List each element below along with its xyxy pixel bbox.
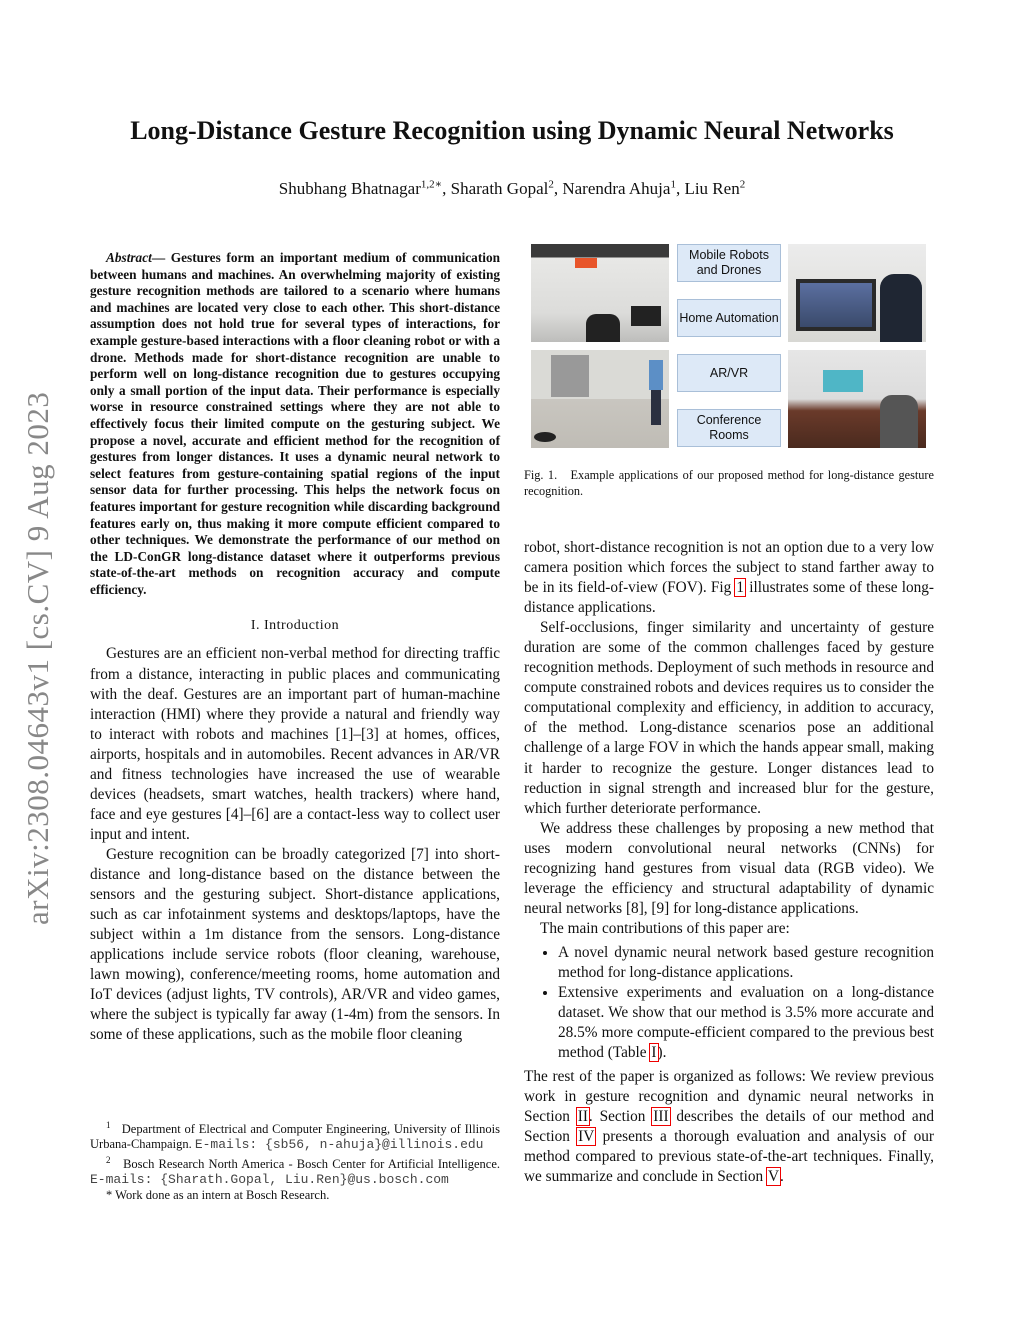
- paragraph: robot, short-distance recognition is not an option due to a very low camera position which forces the subject to stand farther away to be in its field-of-view (FOV). Fig 1 illustrates some of these long-distance applications.: [524, 539, 935, 617]
- abstract: Abstract— Gestures form an important medium of communication between humans and machines. An overwhelming majority of existing gesture recognition methods are tailored to a scenario where humans and machines are located very close to each other. This short-distance assumption does not hold true for several types of interactions, for example gesture-based interactions with a floor cleaning robot or with a drone. Methods made for short-distance recognition are unable to perform well on long-distance recognition due to gestures occupying only a small portion of the input data. Their performance is especially worse in resource constrained settings where they are not able to effectively focus their limited compute on the gesturing subject. We propose a novel, accurate and efficient method for the recognition of gestures from longer distances. It uses a dynamic neural network to select features from gesture-containing spatial regions of the input sensor data for further processing. This helps the network focus on features important for gesture recognition while discarding background features early on, thus making it more compute efficient compared to other techniques. We demonstrate the performance of our method on the LD-ConGR long-distance dataset where it outperforms previous state-of-the-art methods on recognition accuracy and compute efficiency.: [90, 250, 500, 597]
- section-link[interactable]: III: [653, 1108, 669, 1126]
- list-item: • Extensive experiments and evaluation on a long-distance dataset. We show that our method is 3.5% more accurate and 28.5% more compute-efficient compared to the previous best method (Table I).: [558, 983, 934, 1063]
- paragraph: Gesture recognition can be broadly categorized [7] into short-distance and long-distance based on the distance between the sensors and the gesturing subject. Short-distance applications, such as car infotainment systems and desktops/laptops, have the subject within a 1m distance from the sensors. Long-distance applications include service robots (floor cleaning, warehouse, lawn mowing), conference/meeting rooms, home automation and IoT devices (adjust lights, TV controls), AR/VR and video games, where the subject is typically far away (1-4m) from the sensors. In some of these applications, such as the mobile floor cleaning: [90, 845, 500, 1044]
- section-link[interactable]: II: [577, 1108, 588, 1126]
- footnote: $^2$ Bosch Research North America - Bosch Center for Artificial Intelligence. E-mails: {Sharath.Gopal, Liu.Ren}@us.bosch.com: [90, 1154, 500, 1188]
- conference-room-photo: [788, 350, 926, 448]
- paper-title: Long-Distance Gesture Recognition using Dynamic Neural Networks: [130, 116, 894, 145]
- list-item: • A novel dynamic neural network based gesture recognition method for long-distance applications.: [558, 943, 934, 983]
- paragraph: Self-occlusions, finger similarity and uncertainty of gesture duration are some of the common challenges faced by gesture recognition methods. Deployment of such methods in resource and compute constrained robots and devices requires us to consider the computational complexity and efficiency, in addition to accuracy, of the method. Long-distance scenarios pose an additional challenge of a large FOV in which the hands appear small, making it harder to recognize the gesture. Longer distances lead to reduction in signal strength and increased blur for the gesture, which further deteriorate performance.: [524, 619, 934, 817]
- paragraph: The main contributions of this paper are:: [540, 919, 790, 937]
- footnotes: [90, 1118, 500, 1203]
- author: Liu Ren$^2$: [684, 178, 746, 198]
- application-label: AR/VR: [677, 354, 781, 392]
- section-link[interactable]: V: [767, 1168, 780, 1186]
- application-label: Conference Rooms: [677, 409, 781, 447]
- author: Shubhang Bhatnagar$^{1,2∗}$,: [278, 178, 451, 198]
- left-column: [90, 250, 500, 1045]
- paragraph: Gestures are an efficient non-verbal method for directing traffic from a distance, interacting in public places and communicating with the deaf. Gestures are an important part of human-machine interaction (HMI) where they provide a natural and friendly way to interact with robots and machines [1]–[3] at homes, offices, airports, hospitals and in automobiles. Recent advances in AR/VR and fitness technologies have increased the use of wearable devices (headsets, smart watches, health trackers) where hand, face and eye gestures [4]–[6] are a contact-less way to collect user input and intent.: [90, 645, 500, 843]
- figure-caption: Fig. 1. Example applications of our proposed method for long-distance gesture recognition.: [524, 468, 934, 498]
- gaming-photo: [788, 244, 926, 342]
- application-label: Home Automation: [677, 299, 781, 337]
- table-link[interactable]: I: [651, 1044, 657, 1062]
- figure-1: [531, 244, 926, 449]
- robot-cleaner-photo: [531, 350, 669, 448]
- arxiv-stamp: arXiv:2308.04643v1 [cs.CV] 9 Aug 2023: [20, 391, 55, 925]
- figure-link[interactable]: 1: [736, 579, 745, 597]
- author: Narendra Ahuja$^1$,: [562, 178, 685, 198]
- drone-photo: [531, 244, 669, 342]
- paragraph: The rest of the paper is organized as follows: We review previous work in gesture recognition and dynamic neural networks in Section II. Section III describes the details of our method and Section IV presents a thorough evaluation and analysis of our method compared to previous state-of-the-art techniques. Finally, we summarize and conclude in Section V.: [524, 1068, 934, 1186]
- application-label: Mobile Robots and Drones: [677, 244, 781, 282]
- contributions-list: [524, 943, 934, 1063]
- right-column: [524, 538, 934, 1188]
- author-list: [0, 177, 1024, 199]
- author: Sharath Gopal$^2$,: [450, 178, 563, 198]
- section-link[interactable]: IV: [578, 1128, 595, 1146]
- section-heading: I. Introduction: [250, 618, 340, 634]
- paragraph: We address these challenges by proposing a new method that uses modern convolutional neural networks (CNNs) for recognizing hand gestures from visual data (RGB video). We leverage the efficiency and structural adaptability of dynamic neural networks [8], [9] for long-distance applications.: [524, 819, 934, 917]
- footnote: $^1$ Department of Electrical and Computer Engineering, University of Illinois Urbana-Champaign. E-mails: {sb56, n-ahuja}@illinois.edu: [90, 1120, 500, 1153]
- footnote: * Work done as an intern at Bosch Research.: [106, 1187, 330, 1202]
